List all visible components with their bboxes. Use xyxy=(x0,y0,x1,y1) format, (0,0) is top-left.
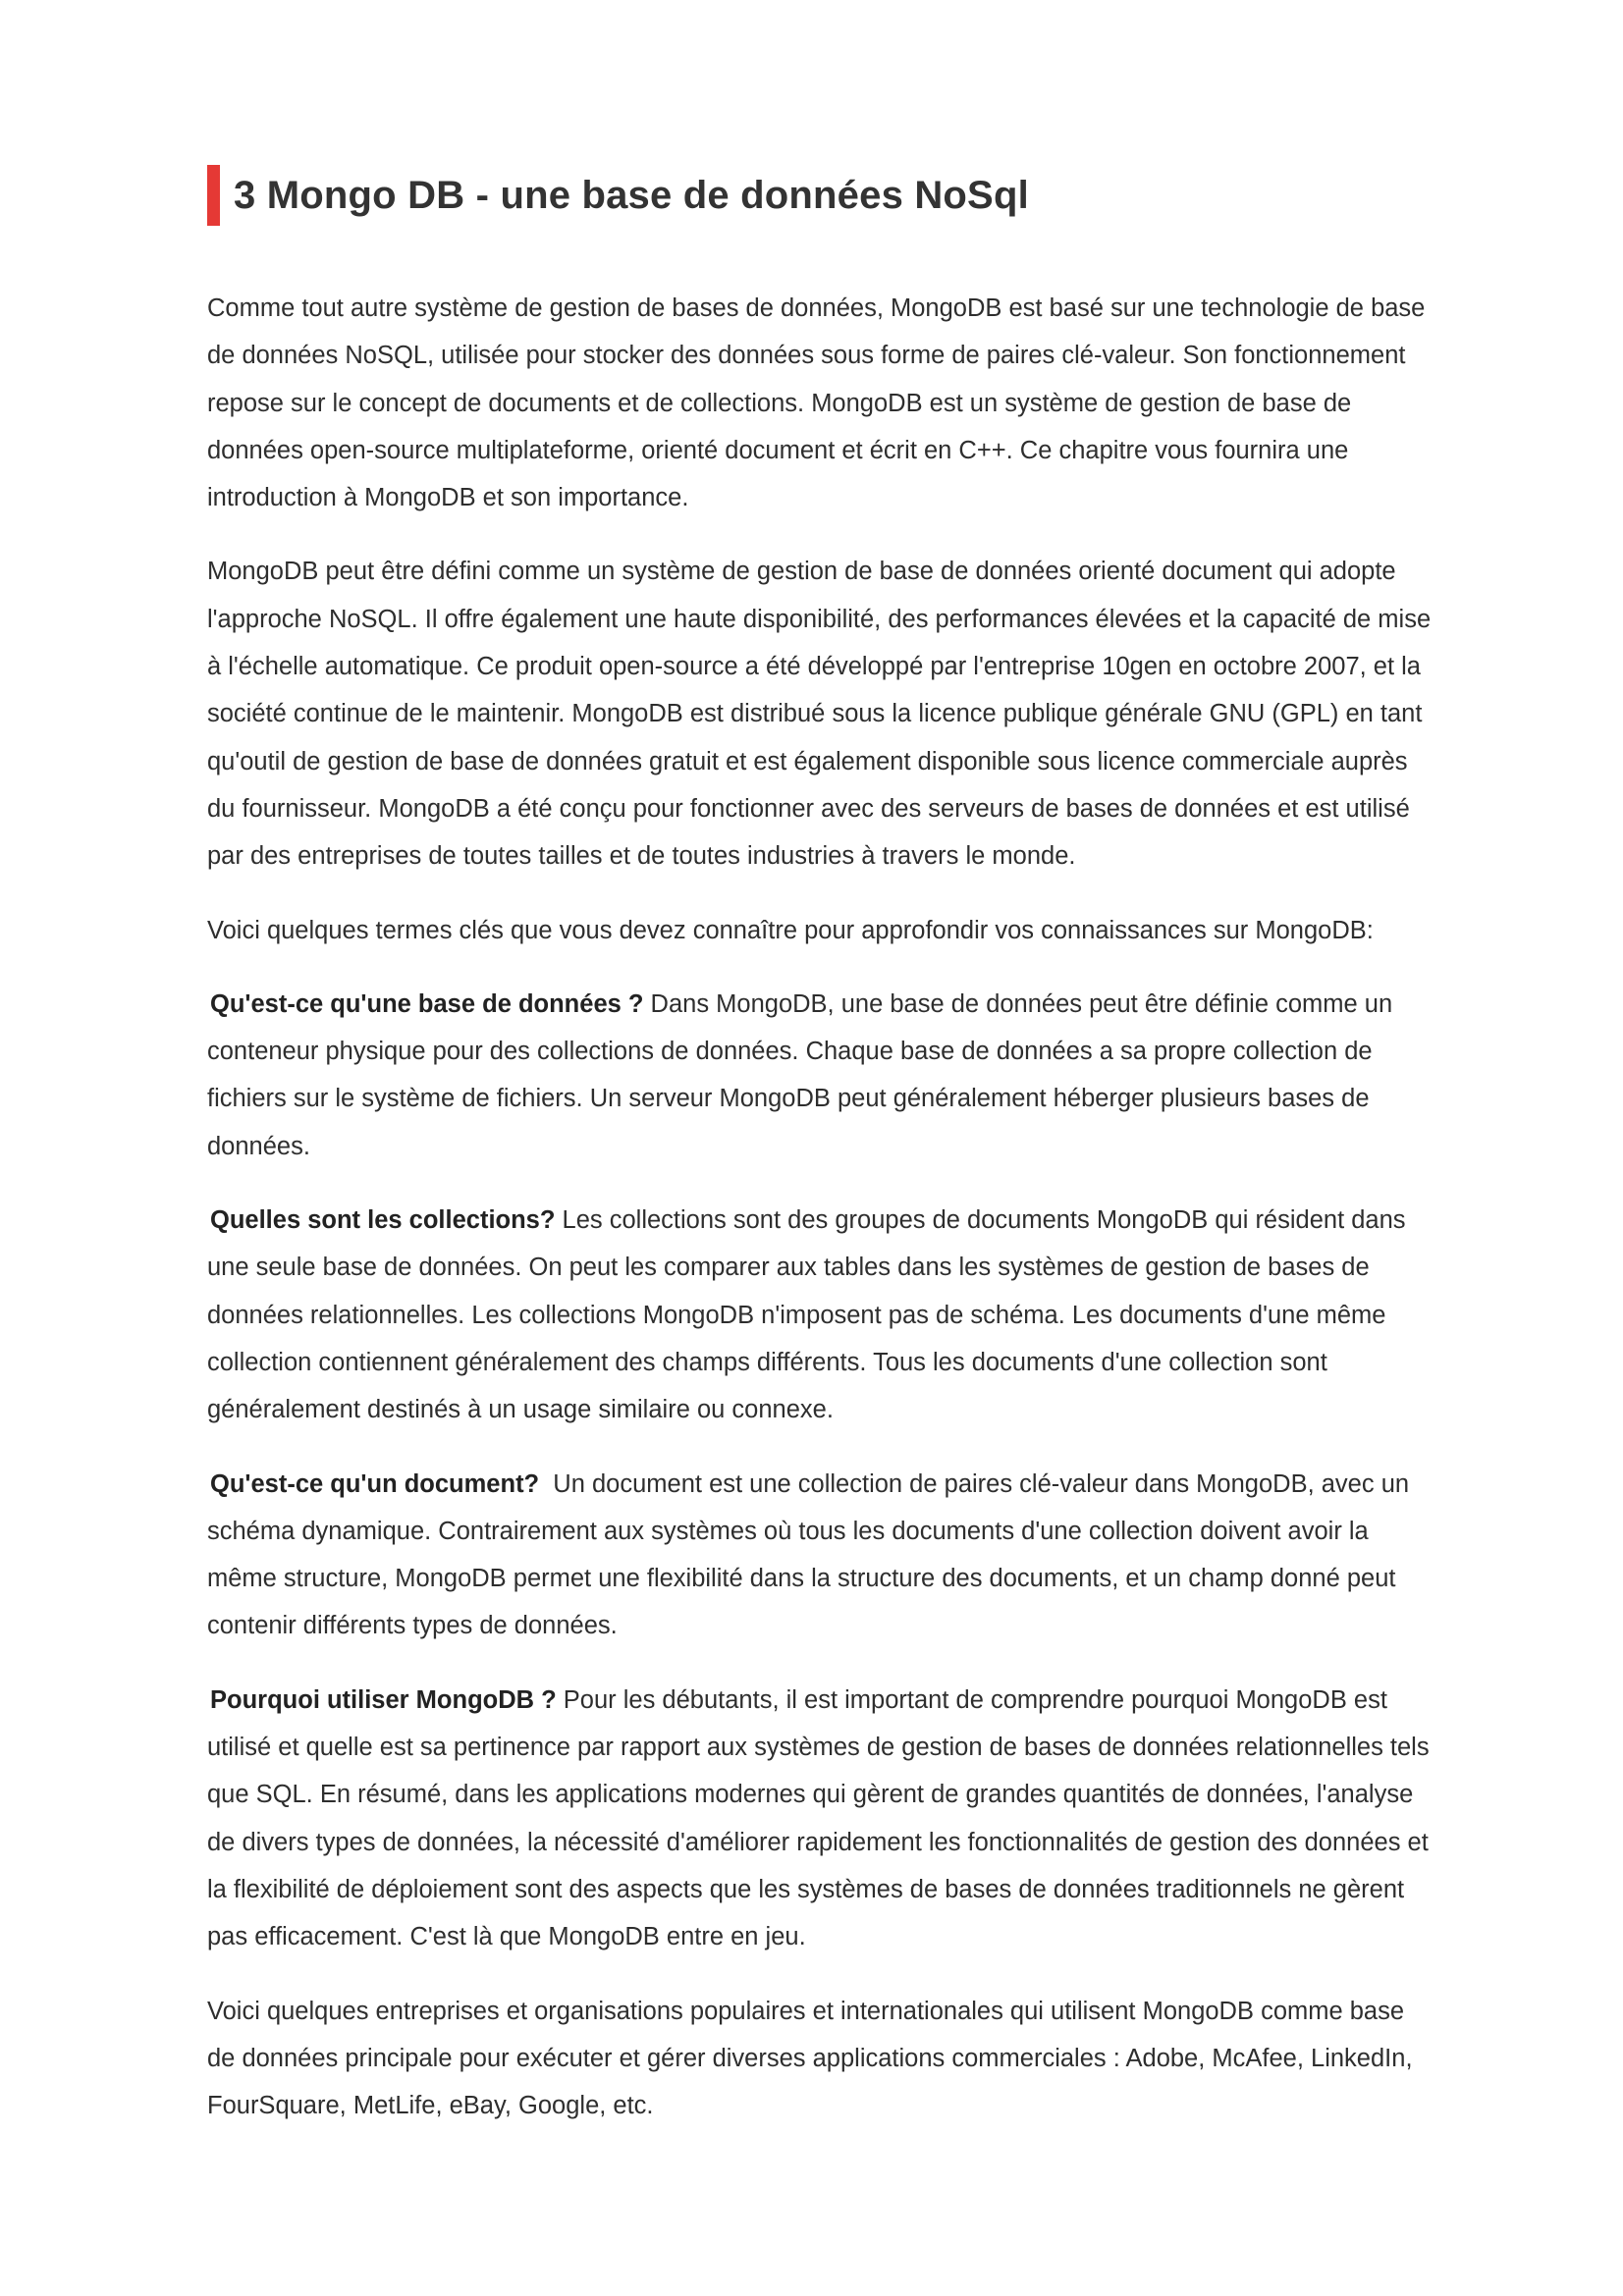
term-collections: Quelles sont les collections? xyxy=(210,1206,556,1235)
heading-accent-bar xyxy=(207,165,220,226)
section-heading xyxy=(207,165,1434,226)
paragraph-document xyxy=(207,1461,1434,1650)
paragraph-why xyxy=(207,1677,1434,1961)
paragraph-key-terms-intro: Voici quelques termes clés que vous devez connaître pour approfondir vos connaissances sur MongoDB: xyxy=(207,916,1374,944)
definition-collections: Les collections sont des groupes de documents MongoDB qui résident dans une seule base de données. On peut les comparer aux tables dans les systèmes de gestion de bases de données relationnelles. Les collections MongoDB n'imposent pas de schéma. Les documents d'une même collection contiennent généralement des champs différents. Tous les documents d'une collection sont généralement destinés à un usage similaire ou connexe. xyxy=(207,1206,1406,1424)
document-page xyxy=(207,165,1434,2156)
section-title: 3 Mongo DB - une base de données NoSql xyxy=(234,174,1029,217)
term-document: Qu'est-ce qu'un document? xyxy=(210,1469,540,1498)
term-why: Pourquoi utiliser MongoDB ? xyxy=(210,1685,557,1714)
definition-database: Dans MongoDB, une base de données peut être définie comme un conteneur physique pour des collections de données. Chaque base de données a sa propre collection de fichiers sur le système de fichiers. Un serveur MongoDB peut généralement héberger plusieurs bases de données. xyxy=(207,989,1393,1160)
paragraph-intro: Comme tout autre système de gestion de bases de données, MongoDB est basé sur une technologie de base de données NoSQL, utilisée pour stocker des données sous forme de paires clé-valeur. Son fonctionnement repose sur le concept de documents et de collections. MongoDB est un système de gestion de base de données open-source multiplateforme, orienté document et écrit en C++. Ce chapitre vous fournira une introduction à MongoDB et son importance. xyxy=(207,294,1426,512)
definition-document: Un document est une collection de paires clé-valeur dans MongoDB, avec un schéma dynamique. Contrairement aux systèmes où tous les documents d'une collection doivent avoir la même structure, MongoDB permet une flexibilité dans la structure des documents, et un champ donné peut contenir différents types de données. xyxy=(207,1469,1417,1640)
definition-why: Pour les débutants, il est important de comprendre pourquoi MongoDB est utilisé et quelle est sa pertinence par rapport aux systèmes de gestion de bases de données relationnelles tels que SQL. En résumé, dans les applications modernes qui gèrent de grandes quantités de données, l'analyse de divers types de données, la nécessité d'améliorer rapidement les fonctionnalités de gestion des données et la flexibilité de déploiement sont des aspects que les systèmes de bases de données traditionnels ne gèrent pas efficacement. C'est là que MongoDB entre en jeu. xyxy=(207,1685,1430,1951)
paragraph-companies: Voici quelques entreprises et organisations populaires et internationales qui utilisent MongoDB comme base de données principale pour exécuter et gérer diverses applications commerciales : Adobe, McAfee, LinkedIn, FourSquare, MetLife, eBay, Google, etc. xyxy=(207,1997,1413,2120)
paragraph-collections xyxy=(207,1197,1434,1433)
paragraph-database xyxy=(207,981,1434,1170)
paragraph-definition: MongoDB peut être défini comme un système de gestion de base de données orienté document qui adopte l'approche NoSQL. Il offre également une haute disponibilité, des performances élevées et la capacité de mise à l'échelle automatique. Ce produit open-source a été développé par l'entreprise 10gen en octobre 2007, et la société continue de le maintenir. MongoDB est distribué sous la licence publique générale GNU (GPL) en tant qu'outil de gestion de base de données gratuit et est également disponible sous licence commerciale auprès du fournisseur. MongoDB a été conçu pour fonctionner avec des serveurs de bases de données et est utilisé par des entreprises de toutes tailles et de toutes industries à travers le monde. xyxy=(207,558,1432,871)
term-database: Qu'est-ce qu'une base de données ? xyxy=(210,989,644,1018)
